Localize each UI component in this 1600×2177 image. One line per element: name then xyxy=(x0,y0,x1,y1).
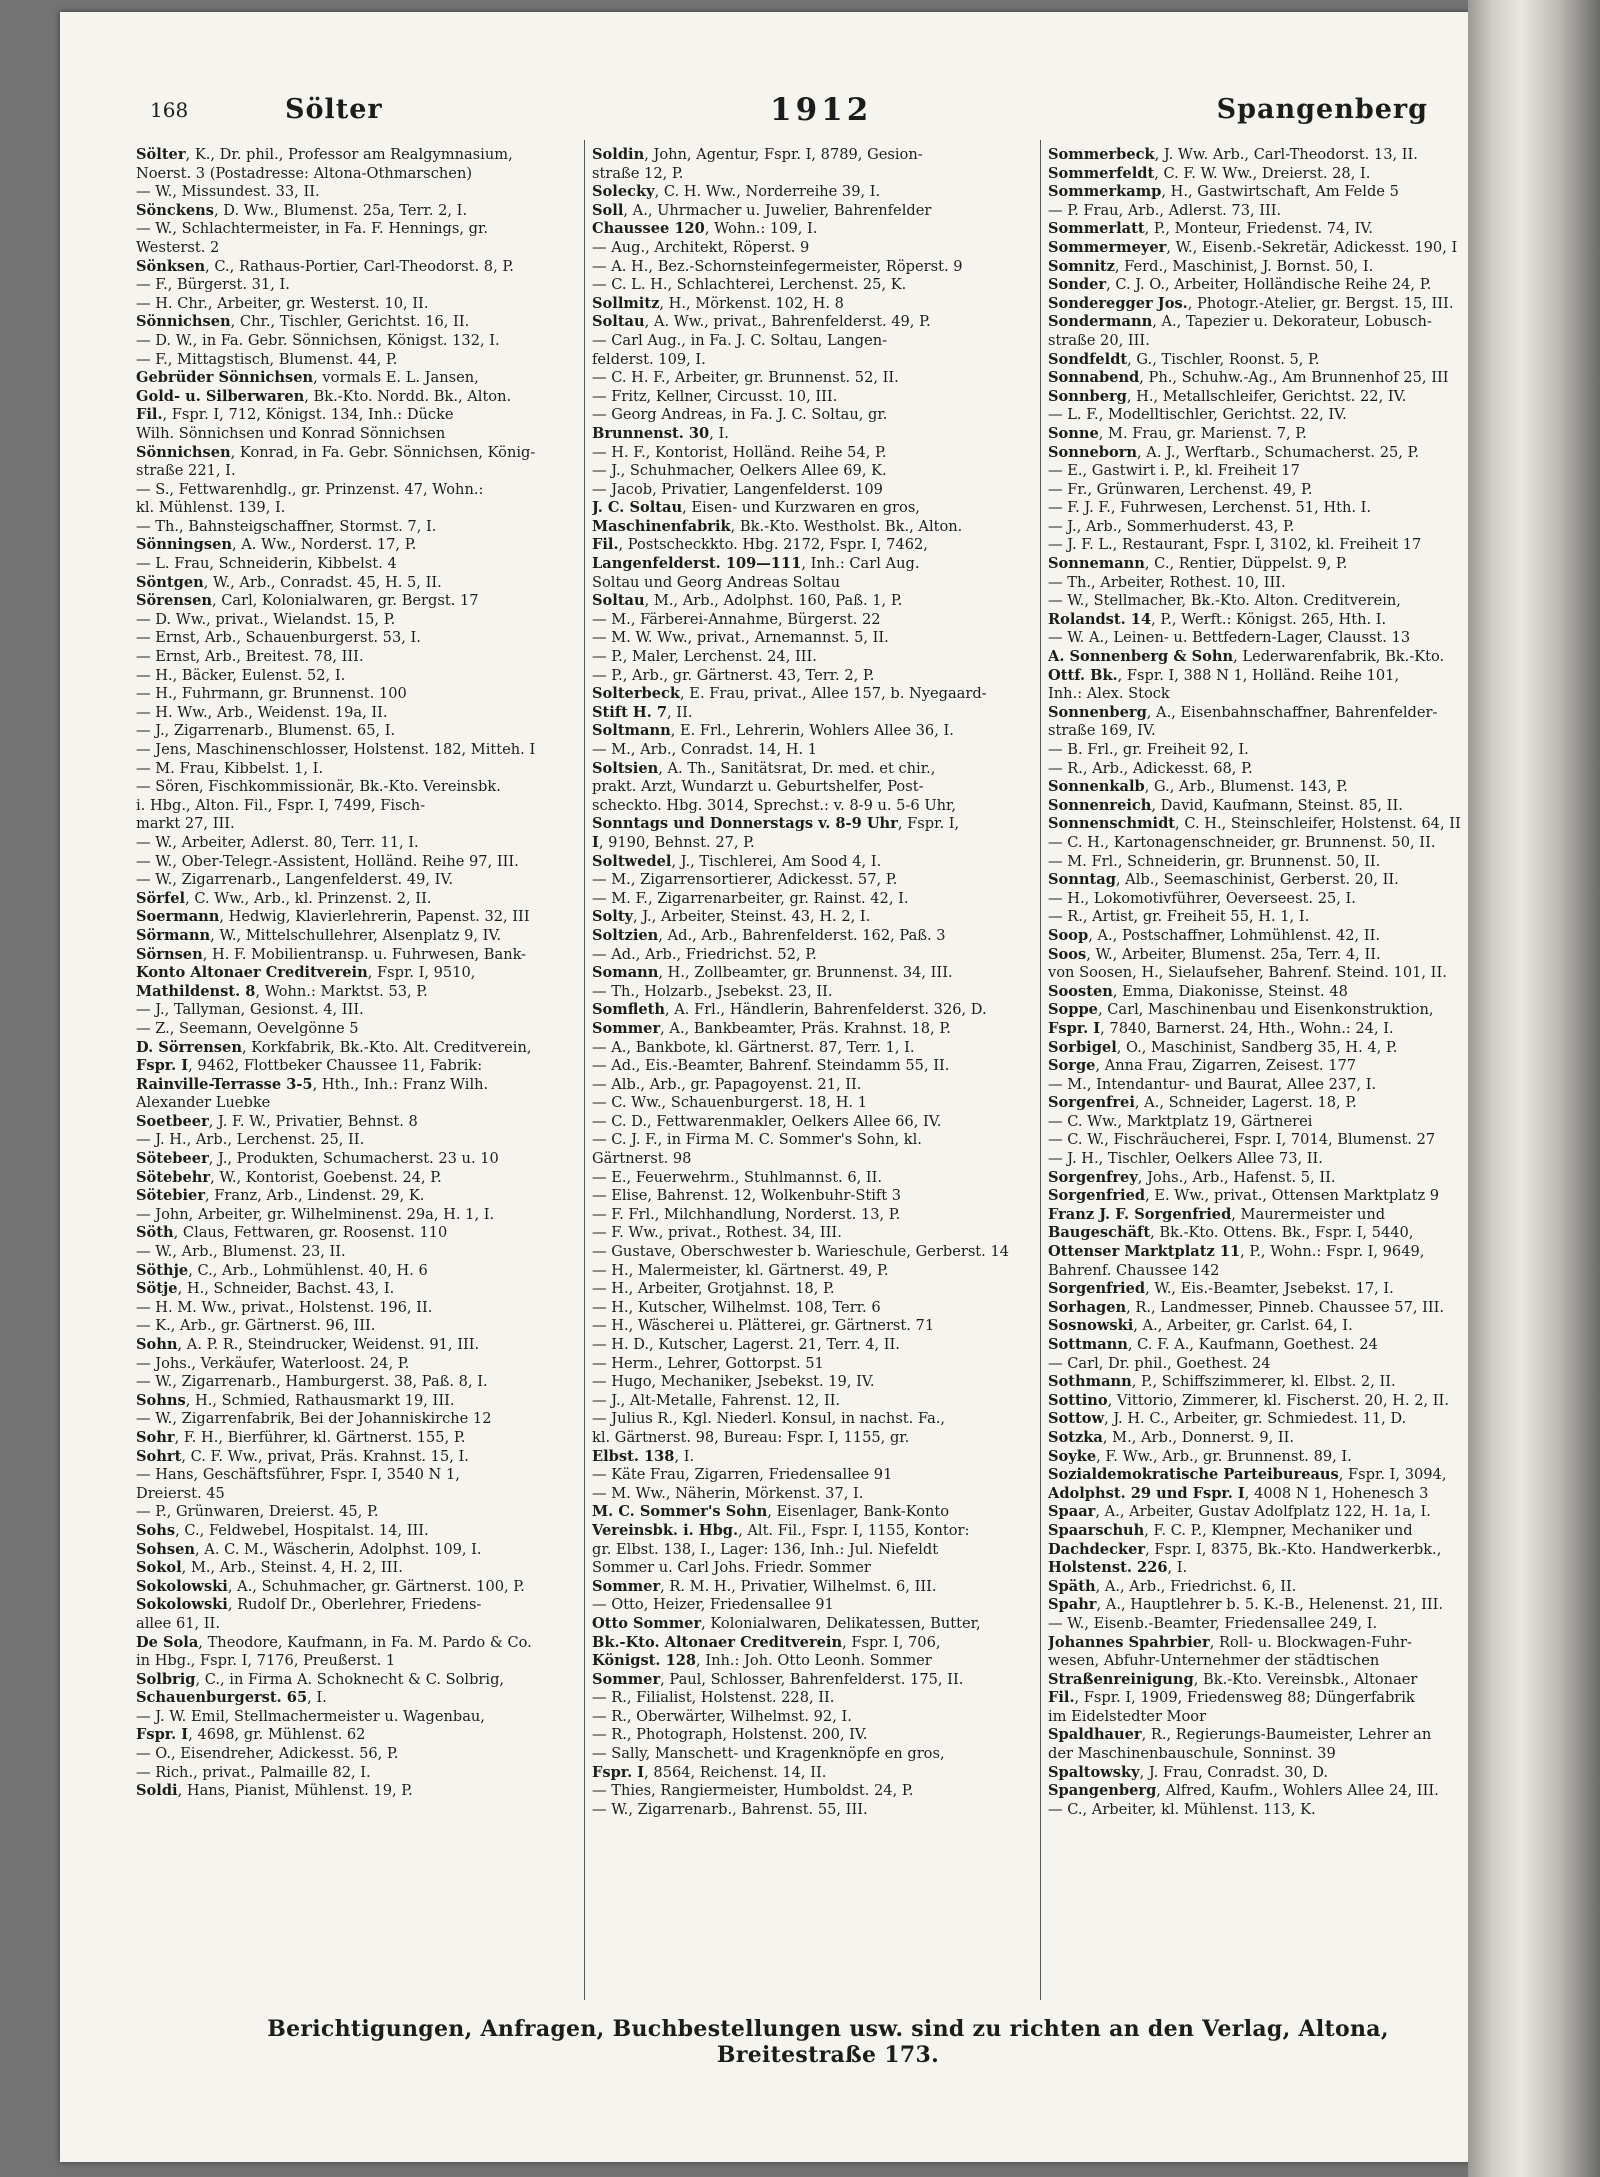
directory-entry-line: — Rich., privat., Palmaille 82, I. xyxy=(136,1763,371,1781)
directory-entry-line: — Gustave, Oberschwester b. Warieschule, Gerberst. 14 xyxy=(592,1243,1010,1261)
directory-entry-line: Späth, A., Arb., Friedrichst. 6, II. xyxy=(1048,1577,1297,1595)
directory-entry-line: — S., Fettwarenhdlg., gr. Prinzenst. 47, Wohn.: xyxy=(136,480,484,498)
directory-entry-line: — H. Ww., Arb., Weidenst. 19a, II. xyxy=(136,703,388,721)
directory-entry-line: — C. Ww., Marktplatz 19, Gärtnerei xyxy=(1048,1112,1313,1130)
directory-entry-line: — E., Feuerwehrm., Stuhlmannst. 6, II. xyxy=(592,1168,883,1186)
directory-entry-line: Sötebeer, J., Produkten, Schumacherst. 23 u. 10 xyxy=(136,1150,499,1168)
directory-entry-line: — C. L. H., Schlachterei, Lerchenst. 25, K. xyxy=(592,276,907,294)
directory-entry-line: Soos, W., Arbeiter, Blumenst. 25a, Terr. 4, II. xyxy=(1048,945,1381,963)
directory-entry-line: — Johs., Verkäufer, Waterloost. 24, P. xyxy=(136,1354,410,1372)
directory-entry-line: — W., Arb., Blumenst. 23, II. xyxy=(136,1243,346,1261)
directory-entry-line: Soosten, Emma, Diakonisse, Steinst. 48 xyxy=(1048,982,1348,1000)
directory-entry-line: — Julius R., Kgl. Niederl. Konsul, in nachst. Fa., xyxy=(592,1410,946,1428)
directory-entry-line: Sörensen, Carl, Kolonialwaren, gr. Bergst. 17 xyxy=(136,592,479,610)
directory-entry-line: — W., Ober-Telegr.-Assistent, Holländ. Reihe 97, III. xyxy=(136,852,519,870)
directory-entry-line: Sötebehr, W., Kontorist, Goebenst. 24, P. xyxy=(136,1168,442,1186)
directory-entry-line: Somnitz, Ferd., Maschinist, J. Bornst. 50, I. xyxy=(1048,257,1374,275)
directory-entry-line: — H., Wäscherei u. Plätterei, gr. Gärtnerst. 71 xyxy=(592,1317,935,1335)
directory-entry-line: — H., Malermeister, kl. Gärtnerst. 49, P. xyxy=(592,1261,889,1279)
directory-entry-line: Sonne, M. Frau, gr. Marienst. 7, P. xyxy=(1048,424,1307,442)
directory-entry-line: Westerst. 2 xyxy=(136,238,220,256)
directory-entry-line: von Soosen, H., Sielaufseher, Bahrenf. Steind. 101, II. xyxy=(1048,964,1447,982)
directory-entry-line: — John, Arbeiter, gr. Wilhelminenst. 29a, H. 1, I. xyxy=(136,1205,495,1223)
directory-entry-line: Chaussee 120, Wohn.: 109, I. xyxy=(592,220,818,238)
directory-entry-line: Langenfelderst. 109—111, Inh.: Carl Aug. xyxy=(592,555,920,573)
directory-entry-line: — Th., Holzarb., Jsebekst. 23, II. xyxy=(592,982,833,1000)
directory-entry-line: prakt. Arzt, Wundarzt u. Geburtshelfer, Post- xyxy=(592,778,924,796)
directory-entry-line: Soll, A., Uhrmacher u. Juwelier, Bahrenfelder xyxy=(592,201,932,219)
directory-entry-line: Sokolowski, A., Schuhmacher, gr. Gärtnerst. 100, P. xyxy=(136,1577,525,1595)
directory-entry-line: Sonntags und Donnerstags v. 8-9 Uhr, Fspr. I, xyxy=(592,815,960,833)
directory-entry-line: Königst. 128, Inh.: Joh. Otto Leonh. Sommer xyxy=(592,1652,932,1670)
directory-entry-line: Sönksen, C., Rathaus-Portier, Carl-Theodorst. 8, P. xyxy=(136,257,514,275)
directory-entry-line: wesen, Abfuhr-Unternehmer der städtischen xyxy=(1048,1652,1380,1670)
directory-entry-line: De Sola, Theodore, Kaufmann, in Fa. M. Pardo & Co. xyxy=(136,1633,532,1651)
directory-entry-line: — M., Zigarrensortierer, Adickesst. 57, P. xyxy=(592,871,898,889)
directory-entry-line: — C. W., Fischräucherei, Fspr. I, 7014, Blumenst. 27 xyxy=(1048,1131,1436,1149)
directory-entry-line: Somfleth, A. Frl., Händlerin, Bahrenfelderst. 326, D. xyxy=(592,1001,987,1019)
directory-entry-line: — Sally, Manschett- und Kragenknöpfe en gros, xyxy=(592,1745,945,1763)
directory-entry-line: — Hugo, Mechaniker, Jsebekst. 19, IV. xyxy=(592,1373,875,1391)
directory-entry-line: Straßenreinigung, Bk.-Kto. Vereinsbk., Altonaer xyxy=(1048,1670,1418,1688)
directory-entry-line: — M. W. Ww., privat., Arnemannst. 5, II. xyxy=(592,629,889,647)
directory-entry-line: Stift H. 7, II. xyxy=(592,703,693,721)
directory-entry-line: in Hbg., Fspr. I, 7176, Preußerst. 1 xyxy=(136,1652,396,1670)
directory-entry-line: Fspr. I, 9462, Flottbeker Chaussee 11, Fabrik: xyxy=(136,1057,483,1075)
directory-entry-line: — W., Zigarrenfabrik, Bei der Johanniskirche 12 xyxy=(136,1410,492,1428)
directory-entry-line: Sohs, C., Feldwebel, Hospitalst. 14, III. xyxy=(136,1521,429,1539)
directory-entry-line: Soppe, Carl, Maschinenbau und Eisenkonstruktion, xyxy=(1048,1001,1434,1019)
directory-entry-line: Soltau, M., Arb., Adolphst. 160, Paß. 1, P. xyxy=(592,592,903,610)
directory-entry-line: — P., Arb., gr. Gärtnerst. 43, Terr. 2, P. xyxy=(592,666,875,684)
directory-entry-line: Fil., Fspr. I, 712, Königst. 134, Inh.: Dücke xyxy=(136,406,454,424)
directory-entry-line: M. C. Sommer's Sohn, Eisenlager, Bank-Konto xyxy=(592,1503,950,1521)
directory-entry-line: allee 61, II. xyxy=(136,1614,220,1632)
adjacent-page-edge xyxy=(1468,0,1600,2177)
directory-entry-line: Solty, J., Arbeiter, Steinst. 43, H. 2, I. xyxy=(592,908,871,926)
directory-entry-line: — R., Arb., Adickesst. 68, P. xyxy=(1048,759,1253,777)
directory-entry-line: Soetbeer, J. F. W., Privatier, Behnst. 8 xyxy=(136,1112,418,1130)
directory-entry-line: kl. Gärtnerst. 98, Bureau: Fspr. I, 1155, gr. xyxy=(592,1428,910,1446)
directory-entry-line: Sohr, F. H., Bierführer, kl. Gärtnerst. 155, P. xyxy=(136,1428,466,1446)
directory-entry-line: Baugeschäft, Bk.-Kto. Ottens. Bk., Fspr. I, 5440, xyxy=(1048,1224,1414,1242)
directory-entry-line: Sonnemann, C., Rentier, Düppelst. 9, P. xyxy=(1048,555,1348,573)
directory-entry-line: Soltau, A. Ww., privat., Bahrenfelderst. 49, P. xyxy=(592,313,931,331)
directory-entry-line: — H., Kutscher, Wilhelmst. 108, Terr. 6 xyxy=(592,1298,881,1316)
directory-entry-line: Mathildenst. 8, Wohn.: Marktst. 53, P. xyxy=(136,982,428,1000)
directory-entry-line: Sohns, H., Schmied, Rathausmarkt 19, III. xyxy=(136,1391,455,1409)
directory-entry-line: Sorbigel, O., Maschinist, Sandberg 35, H. 4, P. xyxy=(1048,1038,1398,1056)
directory-entry-line: — Z., Seemann, Oevelgönne 5 xyxy=(136,1019,359,1037)
directory-entry-line: Ottf. Bk., Fspr. I, 388 N 1, Holländ. Reihe 101, xyxy=(1048,666,1400,684)
directory-entry-line: — L. F., Modelltischler, Gerichtst. 22, IV. xyxy=(1048,406,1347,424)
directory-entry-line: — C. H., Kartonagenschneider, gr. Brunnenst. 50, II. xyxy=(1048,833,1436,851)
directory-entry-line: — J., Tallyman, Gesionst. 4, III. xyxy=(136,1001,364,1019)
directory-entry-line: — C. J. F., in Firma M. C. Sommer's Sohn, kl. xyxy=(592,1131,922,1149)
directory-entry-line: — P., Grünwaren, Dreierst. 45, P. xyxy=(136,1503,379,1521)
directory-entry-line: Spaarschuh, F. C. P., Klempner, Mechaniker und xyxy=(1048,1521,1413,1539)
directory-entry-line: — H., Arbeiter, Grotjahnst. 18, P. xyxy=(592,1280,835,1298)
directory-entry-line: Sötebier, Franz, Arb., Lindenst. 29, K. xyxy=(136,1187,425,1205)
directory-entry-line: Sölter, K., Dr. phil., Professor am Realgymnasium, xyxy=(136,146,513,163)
directory-entry-line: Sörnsen, H. F. Mobilientransp. u. Fuhrwesen, Bank- xyxy=(136,945,527,963)
directory-entry-line: — J., Zigarrenarb., Blumenst. 65, I. xyxy=(136,722,396,740)
directory-entry-line: — R., Filialist, Holstenst. 228, II. xyxy=(592,1689,835,1707)
directory-entry-line: — D. Ww., privat., Wielandst. 15, P. xyxy=(136,610,396,628)
directory-entry-line: straße 221, I. xyxy=(136,462,236,480)
directory-entry-line: Spahr, A., Hauptlehrer b. 5. K.-B., Helenenst. 21, III. xyxy=(1048,1596,1444,1614)
last-entry-heading: Spangenberg xyxy=(1216,94,1428,125)
directory-entry-line: — F. Ww., privat., Rothest. 34, III. xyxy=(592,1224,842,1242)
directory-entry-line: markt 27, III. xyxy=(136,815,235,833)
directory-entry-line: Soltau und Georg Andreas Soltau xyxy=(592,573,841,591)
directory-entry-line: — F., Bürgerst. 31, I. xyxy=(136,276,290,294)
directory-entry-line: Rolandst. 14, P., Werft.: Königst. 265, Hth. I. xyxy=(1048,610,1387,628)
directory-entry-line: Bk.-Kto. Altonaer Creditverein, Fspr. I, 706, xyxy=(592,1633,941,1651)
directory-entry-line: Dachdecker, Fspr. I, 8375, Bk.-Kto. Handwerkerbk., xyxy=(1048,1540,1442,1558)
directory-entry-line: Sottino, Vittorio, Zimmerer, kl. Fischerst. 20, H. 2, II. xyxy=(1048,1391,1449,1409)
directory-entry-line: Sotzka, M., Arb., Donnerst. 9, II. xyxy=(1048,1428,1295,1446)
directory-entry-line: — B. Frl., gr. Freiheit 92, I. xyxy=(1048,741,1249,758)
directory-entry-line: Alexander Luebke xyxy=(136,1094,271,1112)
directory-entry-line: Sohrt, C. F. Ww., privat, Präs. Krahnst. 15, I. xyxy=(136,1447,469,1465)
directory-entry-line: Sohsen, A. C. M., Wäscherin, Adolphst. 109, I. xyxy=(136,1540,482,1558)
directory-entry-line: Sommermeyer, W., Eisenb.-Sekretär, Adickesst. 190, I xyxy=(1048,238,1458,256)
directory-entry-line: Soltsien, A. Th., Sanitätsrat, Dr. med. et chir., xyxy=(592,759,936,777)
directory-entry-line: Sokolowski, Rudolf Dr., Oberlehrer, Friedens- xyxy=(136,1596,482,1614)
directory-entry-line: — M. Frl., Schneiderin, gr. Brunnenst. 50, II. xyxy=(1048,852,1381,870)
directory-entry-line: Vereinsbk. i. Hbg., Alt. Fil., Fspr. I, 1155, Kontor: xyxy=(592,1521,970,1539)
directory-entry-line: Konto Altonaer Creditverein, Fspr. I, 9510, xyxy=(136,964,476,982)
directory-entry-line: — H., Lokomotivführer, Oeverseest. 25, I. xyxy=(1048,889,1356,907)
directory-entry-line: Sommerkamp, H., Gastwirtschaft, Am Felde 5 xyxy=(1048,183,1399,201)
directory-entry-line: — M., Färberei-Annahme, Bürgerst. 22 xyxy=(592,610,881,628)
directory-entry-line: D. Sörrensen, Korkfabrik, Bk.-Kto. Alt. Creditverein, xyxy=(136,1038,532,1056)
directory-entry-line: Sonderegger Jos., Photogr.-Atelier, gr. Bergst. 15, III. xyxy=(1048,294,1454,312)
directory-entry-line: Sorgenfrei, A., Schneider, Lagerst. 18, P. xyxy=(1048,1094,1357,1112)
directory-entry-line: Sothmann, P., Schiffszimmerer, kl. Elbst. 2, II. xyxy=(1048,1373,1396,1391)
directory-entry-line: Noerst. 3 (Postadresse: Altona-Othmarschen) xyxy=(136,164,473,182)
directory-entry-line: — Otto, Heizer, Friedensallee 91 xyxy=(592,1596,834,1614)
directory-entry-line: — H. M. Ww., privat., Holstenst. 196, II. xyxy=(136,1298,433,1316)
directory-entry-line: Spaldhauer, R., Regierungs-Baumeister, Lehrer an xyxy=(1048,1726,1432,1744)
directory-entry-line: I, 9190, Behnst. 27, P. xyxy=(592,833,755,851)
directory-entry-line: — R., Artist, gr. Freiheit 55, H. 1, I. xyxy=(1048,908,1310,926)
directory-entry-line: Sorhagen, R., Landmesser, Pinneb. Chaussee 57, III. xyxy=(1048,1298,1445,1316)
directory-entry-line: — M., Intendantur- und Baurat, Allee 237, I. xyxy=(1048,1075,1377,1093)
directory-entry-line: — Fr., Grünwaren, Lerchenst. 49, P. xyxy=(1048,480,1313,498)
directory-entry-line: Gebrüder Sönnichsen, vormals E. L. Jansen, xyxy=(136,369,479,387)
directory-entry-line: Sommer u. Carl Johs. Friedr. Sommer xyxy=(592,1559,871,1577)
directory-entry-line: Söthje, C., Arb., Lohmühlenst. 40, H. 6 xyxy=(136,1261,428,1279)
directory-entry-line: — W., Schlachtermeister, in Fa. F. Hennings, gr. xyxy=(136,220,489,238)
directory-entry-line: — J. H., Arb., Lerchenst. 25, II. xyxy=(136,1131,365,1149)
column-divider xyxy=(1040,140,1041,2000)
directory-entry-line: Sottow, J. H. C., Arbeiter, gr. Schmiedest. 11, D. xyxy=(1048,1410,1407,1428)
directory-entry-line: Sonnberg, H., Metallschleifer, Gerichtst. 22, IV. xyxy=(1048,387,1407,405)
directory-entry-line: Sorgenfried, W., Eis.-Beamter, Jsebekst. 17, I. xyxy=(1048,1280,1394,1298)
directory-entry-line: — Hans, Geschäftsführer, Fspr. I, 3540 N 1, xyxy=(136,1466,460,1484)
directory-entry-line: Soltwedel, J., Tischlerei, Am Sood 4, I. xyxy=(592,852,882,870)
directory-entry-line: — F. Frl., Milchhandlung, Norderst. 13, P. xyxy=(592,1205,901,1223)
directory-entry-line: Sonntag, Alb., Seemaschinist, Gerberst. 20, II. xyxy=(1048,871,1399,889)
directory-entry-line: — W., Eisenb.-Beamter, Friedensallee 249, I. xyxy=(1048,1614,1378,1632)
directory-entry-line: — Ernst, Arb., Schauenburgerst. 53, I. xyxy=(136,629,421,647)
directory-entry-line: — D. W., in Fa. Gebr. Sönnichsen, Königst. 132, I. xyxy=(136,331,500,349)
directory-entry-line: Sönckens, D. Ww., Blumenst. 25a, Terr. 2, I. xyxy=(136,201,468,219)
directory-entry-line: — Georg Andreas, in Fa. J. C. Soltau, gr. xyxy=(592,406,888,424)
directory-entry-line: — M., Arb., Conradst. 14, H. 1 xyxy=(592,741,818,758)
directory-entry-line: — Herm., Lehrer, Gottorpst. 51 xyxy=(592,1354,824,1372)
directory-entry-line: — H. F., Kontorist, Holländ. Reihe 54, P. xyxy=(592,443,887,461)
directory-entry-line: Sollmitz, H., Mörkenst. 102, H. 8 xyxy=(592,294,844,312)
directory-entry-line: — Aug., Architekt, Röperst. 9 xyxy=(592,238,810,256)
directory-entry-line: — Ad., Arb., Friedrichst. 52, P. xyxy=(592,945,817,963)
directory-entry-line: Sommerlatt, P., Monteur, Friedenst. 74, IV. xyxy=(1048,220,1374,238)
directory-entry-line: — C., Arbeiter, kl. Mühlenst. 113, K. xyxy=(1048,1800,1316,1818)
directory-entry-line: Holstenst. 226, I. xyxy=(1048,1559,1188,1577)
directory-entry-line: Sohn, A. P. R., Steindrucker, Weidenst. 91, III. xyxy=(136,1336,480,1353)
directory-entry-line: — P. Frau, Arb., Adlerst. 73, III. xyxy=(1048,201,1282,219)
directory-entry-line: — Th., Arbeiter, Rothest. 10, III. xyxy=(1048,573,1286,591)
directory-entry-line: Sommer, Paul, Schlosser, Bahrenfelderst. 175, II. xyxy=(592,1670,964,1688)
directory-entry-line: — Ad., Eis.-Beamter, Bahrenf. Steindamm 55, II. xyxy=(592,1057,950,1075)
directory-entry-line: A. Sonnenberg & Sohn, Lederwarenfabrik, Bk.-Kto. xyxy=(1048,648,1445,666)
directory-entry-line: Inh.: Alex. Stock xyxy=(1048,685,1170,703)
directory-entry-line: felderst. 109, I. xyxy=(592,350,706,368)
directory-entry-line: Fil., Postscheckkto. Hbg. 2172, Fspr. I, 7462, xyxy=(592,536,928,554)
year-heading: 1912 xyxy=(770,92,873,128)
directory-entry-line: — J., Schuhmacher, Oelkers Allee 69, K. xyxy=(592,462,887,480)
directory-entry-line: Sosnowski, A., Arbeiter, gr. Carlst. 64, I. xyxy=(1048,1317,1353,1335)
directory-entry-line: Fil., Fspr. I, 1909, Friedensweg 88; Düngerfabrik xyxy=(1048,1689,1415,1707)
directory-entry-line: — A., Bankbote, kl. Gärtnerst. 87, Terr. 1, I. xyxy=(592,1038,915,1056)
directory-entry-line: Wilh. Sönnichsen und Konrad Sönnichsen xyxy=(136,424,446,442)
directory-entry-line: Soltzien, Ad., Arb., Bahrenfelderst. 162, Paß. 3 xyxy=(592,926,946,944)
directory-entry-line: — Käte Frau, Zigarren, Friedensallee 91 xyxy=(592,1466,893,1484)
directory-entry-line: — J. W. Emil, Stellmachermeister u. Wagenbau, xyxy=(136,1707,485,1725)
directory-entry-line: Sonneborn, A. J., Werftarb., Schumacherst. 25, P. xyxy=(1048,443,1420,461)
directory-entry-line: im Eidelstedter Moor xyxy=(1048,1707,1207,1725)
directory-entry-line: Solterbeck, E. Frau, privat., Allee 157, b. Nyegaard- xyxy=(592,685,987,703)
directory-entry-line: Gärtnerst. 98 xyxy=(592,1150,692,1168)
directory-entry-line: — J. H., Tischler, Oelkers Allee 73, II. xyxy=(1048,1150,1323,1168)
directory-entry-line: Sommer, R. M. H., Privatier, Wilhelmst. 6, III. xyxy=(592,1577,937,1595)
directory-entry-line: kl. Mühlenst. 139, I. xyxy=(136,499,286,517)
directory-entry-line: Fspr. I, 4698, gr. Mühlenst. 62 xyxy=(136,1726,366,1744)
directory-entry-line: J. C. Soltau, Eisen- und Kurzwaren en gros, xyxy=(592,499,920,517)
directory-entry-line: Sönnichsen, Konrad, in Fa. Gebr. Sönnichsen, König- xyxy=(136,443,536,461)
directory-entry-line: straße 12, P. xyxy=(592,164,684,182)
directory-entry-line: — M. F., Zigarrenarbeiter, gr. Rainst. 42, I. xyxy=(592,889,909,907)
directory-entry-line: Spaar, A., Arbeiter, Gustav Adolfplatz 122, H. 1a, I. xyxy=(1048,1503,1431,1521)
directory-entry-line: Sonnenreich, David, Kaufmann, Steinst. 85, II. xyxy=(1048,796,1403,814)
directory-entry-line: Soop, A., Postschaffner, Lohmühlenst. 42, II. xyxy=(1048,926,1381,944)
first-entry-heading: Sölter xyxy=(285,94,383,125)
directory-entry-line: — W., Zigarrenarb., Bahrenst. 55, III. xyxy=(592,1800,868,1818)
directory-entry-line: — R., Oberwärter, Wilhelmst. 92, I. xyxy=(592,1707,852,1725)
directory-entry-line: Sondfeldt, G., Tischler, Roonst. 5, P. xyxy=(1048,350,1320,368)
directory-entry-line: Soyke, F. Ww., Arb., gr. Brunnenst. 89, I. xyxy=(1048,1447,1352,1465)
directory-entry-line: — L. Frau, Schneiderin, Kibbelst. 4 xyxy=(136,555,397,573)
directory-entry-line: Sönningsen, A. Ww., Norderst. 17, P. xyxy=(136,536,417,554)
directory-entry-line: — W., Zigarrenarb., Hamburgerst. 38, Paß. 8, I. xyxy=(136,1373,488,1391)
directory-entry-line: — J., Arb., Sommerhuderst. 43, P. xyxy=(1048,517,1295,535)
directory-column-right xyxy=(1048,146,1472,1996)
directory-entry-line: — W., Missundest. 33, II. xyxy=(136,183,320,201)
directory-entry-line: Fspr. I, 7840, Barnerst. 24, Hth., Wohn.: 24, I. xyxy=(1048,1019,1394,1037)
directory-entry-line: Adolphst. 29 und Fspr. I, 4008 N 1, Hohenesch 3 xyxy=(1048,1484,1429,1502)
directory-entry-line: gr. Elbst. 138, I., Lager: 136, Inh.: Jul. Niefeldt xyxy=(592,1540,939,1558)
directory-entry-line: — J. F. L., Restaurant, Fspr. I, 3102, kl. Freiheit 17 xyxy=(1048,536,1422,554)
directory-entry-line: Sonnenberg, A., Eisenbahnschaffner, Bahrenfelder- xyxy=(1048,703,1438,721)
directory-entry-line: Sonnabend, Ph., Schuhw.-Ag., Am Brunnenhof 25, III xyxy=(1048,369,1449,387)
directory-column-middle xyxy=(592,146,1032,1996)
directory-entry-line: Soltmann, E. Frl., Lehrerin, Wohlers Allee 36, I. xyxy=(592,722,954,740)
column-divider xyxy=(584,140,585,2000)
directory-entry-line: — F. J. F., Fuhrwesen, Lerchenst. 51, Hth. I. xyxy=(1048,499,1372,517)
directory-entry-line: Sottmann, C. F. A., Kaufmann, Goethest. 24 xyxy=(1048,1336,1378,1353)
directory-entry-line: — K., Arb., gr. Gärtnerst. 96, III. xyxy=(136,1317,376,1335)
directory-entry-line: Fspr. I, 8564, Reichenst. 14, II. xyxy=(592,1763,827,1781)
directory-entry-line: Franz J. F. Sorgenfried, Maurermeister und xyxy=(1048,1205,1386,1223)
directory-entry-line: — C. H. F., Arbeiter, gr. Brunnenst. 52, II. xyxy=(592,369,899,387)
directory-entry-line: Sorge, Anna Frau, Zigarren, Zeisest. 177 xyxy=(1048,1057,1357,1075)
directory-entry-line: Ottenser Marktplatz 11, P., Wohn.: Fspr. I, 9649, xyxy=(1048,1243,1425,1261)
directory-entry-line: — W., Arbeiter, Adlerst. 80, Terr. 11, I. xyxy=(136,833,419,851)
directory-entry-line: Sonnenkalb, G., Arb., Blumenst. 143, P. xyxy=(1048,778,1348,796)
directory-entry-line: — W., Stellmacher, Bk.-Kto. Alton. Creditverein, xyxy=(1048,592,1401,610)
directory-entry-line: Sommer, A., Bankbeamter, Präs. Krahnst. 18, P. xyxy=(592,1019,951,1037)
directory-entry-line: Otto Sommer, Kolonialwaren, Delikatessen, Butter, xyxy=(592,1614,981,1632)
directory-entry-line: scheckto. Hbg. 3014, Sprechst.: v. 8-9 u. 5-6 Uhr, xyxy=(592,796,957,814)
directory-entry-line: — M. Frau, Kibbelst. 1, I. xyxy=(136,759,324,777)
directory-entry-line: Sorgenfried, E. Ww., privat., Ottensen Marktplatz 9 xyxy=(1048,1187,1440,1205)
directory-entry-line: — C. D., Fettwarenmakler, Oelkers Allee 66, IV. xyxy=(592,1112,942,1130)
directory-entry-line: — Sören, Fischkommissionär, Bk.-Kto. Vereinsbk. xyxy=(136,778,501,796)
directory-entry-line: — Carl Aug., in Fa. J. C. Soltau, Langen- xyxy=(592,331,888,349)
directory-entry-line: Solecky, C. H. Ww., Norderreihe 39, I. xyxy=(592,183,881,201)
directory-entry-line: — Thies, Rangiermeister, Humboldst. 24, P. xyxy=(592,1782,914,1800)
directory-entry-line: Sörfel, C. Ww., Arb., kl. Prinzenst. 2, II. xyxy=(136,889,432,907)
directory-entry-line: Sonnenschmidt, C. H., Steinschleifer, Holstenst. 64, II xyxy=(1048,815,1461,833)
directory-entry-line: — Jacob, Privatier, Langenfelderst. 109 xyxy=(592,480,883,498)
directory-entry-line: Sörmann, W., Mittelschullehrer, Alsenplatz 9, IV. xyxy=(136,926,502,944)
directory-entry-line: — Jens, Maschinenschlosser, Holstenst. 182, Mitteh. I xyxy=(136,741,536,758)
directory-entry-line: — W. A., Leinen- u. Bettfedern-Lager, Clausst. 13 xyxy=(1048,629,1411,647)
directory-entry-line: Soermann, Hedwig, Klavierlehrerin, Papenst. 32, III xyxy=(136,908,530,926)
directory-entry-line: Sommerfeldt, C. F. W. Ww., Dreierst. 28, I. xyxy=(1048,164,1371,182)
directory-entry-line: — Elise, Bahrenst. 12, Wolkenbuhr-Stift 3 xyxy=(592,1187,902,1205)
directory-entry-line: — H. D., Kutscher, Lagerst. 21, Terr. 4, II. xyxy=(592,1336,900,1353)
directory-entry-line: Sommerbeck, J. Ww. Arb., Carl-Theodorst. 13, II. xyxy=(1048,146,1418,163)
page-number: 168 xyxy=(150,98,189,122)
directory-entry-line: — Fritz, Kellner, Circusst. 10, III. xyxy=(592,387,838,405)
directory-entry-line: Sozialdemokratische Parteibureaus, Fspr. I, 3094, xyxy=(1048,1466,1447,1484)
directory-entry-line: — O., Eisendreher, Adickesst. 56, P. xyxy=(136,1745,399,1763)
page-header xyxy=(150,92,1440,130)
directory-entry-line: — Ernst, Arb., Breitest. 78, III. xyxy=(136,648,364,666)
directory-entry-line: — P., Maler, Lerchenst. 24, III. xyxy=(592,648,817,666)
directory-entry-line: — Th., Bahnsteigschaffner, Stormst. 7, I. xyxy=(136,517,437,535)
directory-entry-line: — H. Chr., Arbeiter, gr. Westerst. 10, II. xyxy=(136,294,429,312)
directory-entry-line: Sonder, C. J. O., Arbeiter, Holländische Reihe 24, P. xyxy=(1048,276,1432,294)
directory-entry-line: Schauenburgerst. 65, I. xyxy=(136,1689,327,1707)
directory-entry-line: Johannes Spahrbier, Roll- u. Blockwagen-Fuhr- xyxy=(1048,1633,1412,1651)
directory-entry-line: Söntgen, W., Arb., Conradst. 45, H. 5, II. xyxy=(136,573,442,591)
directory-entry-line: — H., Fuhrmann, gr. Brunnenst. 100 xyxy=(136,685,407,703)
directory-entry-line: — M. Ww., Näherin, Mörkenst. 37, I. xyxy=(592,1484,864,1502)
directory-entry-line: Sorgenfrey, Johs., Arb., Hafenst. 5, II. xyxy=(1048,1168,1336,1186)
directory-entry-line: Rainville-Terrasse 3-5, Hth., Inh.: Franz Wilh. xyxy=(136,1075,489,1093)
directory-entry-line: Sönnichsen, Chr., Tischler, Gerichtst. 16, II. xyxy=(136,313,470,331)
directory-entry-line: Sokol, M., Arb., Steinst. 4, H. 2, III. xyxy=(136,1559,403,1577)
directory-entry-line: Spangenberg, Alfred, Kaufm., Wohlers Allee 24, III. xyxy=(1048,1782,1439,1800)
directory-entry-line: — W., Zigarrenarb., Langenfelderst. 49, IV. xyxy=(136,871,454,889)
directory-entry-line: Gold- u. Silberwaren, Bk.-Kto. Nordd. Bk., Alton. xyxy=(136,387,512,405)
directory-entry-line: der Maschinenbauschule, Sonninst. 39 xyxy=(1048,1745,1336,1763)
directory-entry-line: — Carl, Dr. phil., Goethest. 24 xyxy=(1048,1354,1271,1372)
directory-entry-line: — F., Mittagstisch, Blumenst. 44, P. xyxy=(136,350,398,368)
directory-entry-line: Soldin, John, Agentur, Fspr. I, 8789, Gesion- xyxy=(592,146,923,163)
directory-entry-line: Brunnenst. 30, I. xyxy=(592,424,729,442)
directory-entry-line: Sötje, H., Schneider, Bachst. 43, I. xyxy=(136,1280,395,1298)
directory-entry-line: straße 20, III. xyxy=(1048,331,1150,349)
directory-entry-line: Soldi, Hans, Pianist, Mühlenst. 19, P. xyxy=(136,1782,413,1800)
directory-entry-line: Bahrenf. Chaussee 142 xyxy=(1048,1261,1220,1279)
publisher-notice: Berichtigungen, Anfragen, Buchbestellungen usw. sind zu richten an den Verlag, Altona, Breitestraße 173. xyxy=(267,2016,1389,2068)
directory-entry-line: — Alb., Arb., gr. Papagoyenst. 21, II. xyxy=(592,1075,862,1093)
directory-column-left xyxy=(136,146,576,1996)
directory-entry-line: — E., Gastwirt i. P., kl. Freiheit 17 xyxy=(1048,462,1300,480)
directory-entry-line: Dreierst. 45 xyxy=(136,1484,225,1502)
directory-entry-line: — R., Photograph, Holstenst. 200, IV. xyxy=(592,1726,868,1744)
directory-entry-line: Söth, Claus, Fettwaren, gr. Roosenst. 110 xyxy=(136,1224,448,1242)
directory-entry-line: — J., Alt-Metalle, Fahrenst. 12, II. xyxy=(592,1391,841,1409)
directory-entry-line: i. Hbg., Alton. Fil., Fspr. I, 7499, Fisch- xyxy=(136,796,426,814)
directory-entry-line: straße 169, IV. xyxy=(1048,722,1156,740)
directory-entry-line: Sondermann, A., Tapezier u. Dekorateur, Lobusch- xyxy=(1048,313,1432,331)
directory-entry-line: Spaltowsky, J. Frau, Conradst. 30, D. xyxy=(1048,1763,1329,1781)
directory-entry-line: Somann, H., Zollbeamter, gr. Brunnenst. 34, III. xyxy=(592,964,953,982)
directory-entry-line: — C. Ww., Schauenburgerst. 18, H. 1 xyxy=(592,1094,867,1112)
directory-entry-line: Maschinenfabrik, Bk.-Kto. Westholst. Bk., Alton. xyxy=(592,517,963,535)
directory-entry-line: — A. H., Bez.-Schornsteinfegermeister, Röperst. 9 xyxy=(592,257,963,275)
directory-entry-line: — H., Bäcker, Eulenst. 52, I. xyxy=(136,666,346,684)
directory-entry-line: Elbst. 138, I. xyxy=(592,1447,695,1465)
directory-entry-line: Solbrig, C., in Firma A. Schoknecht & C. Solbrig, xyxy=(136,1670,505,1688)
